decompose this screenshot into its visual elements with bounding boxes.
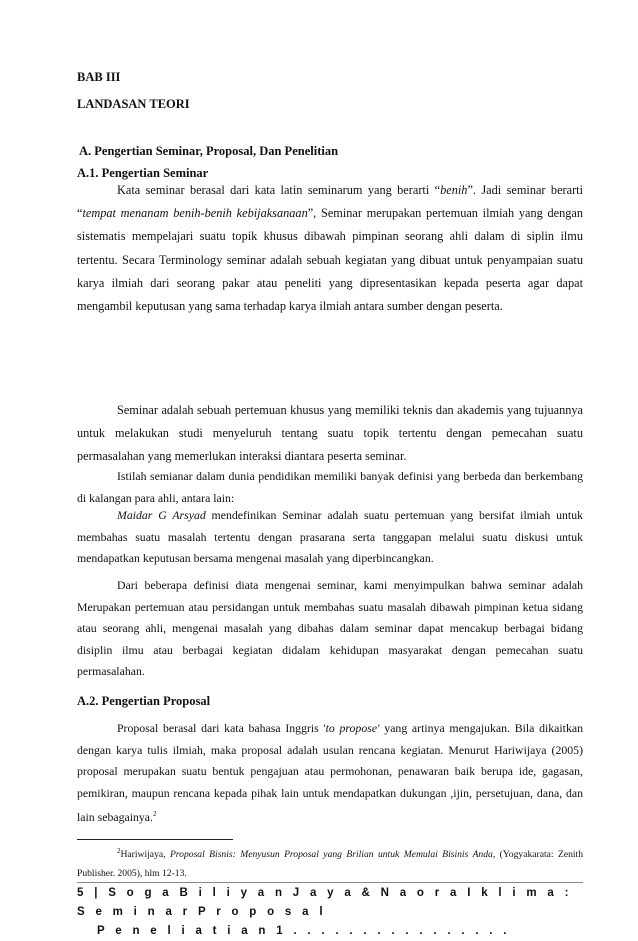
paragraph-seminar-terms: Istilah semianar dalam dunia pendidikan memiliki banyak definisi yang berbeda dan berkembang di kalangan para ahli, antara lain: <box>77 469 583 505</box>
paragraph-text: Kata seminar berasal dari kata latin seminarum yang berarti “ <box>117 183 441 197</box>
paragraph-text: ”. Jadi seminar berarti “ <box>77 183 584 221</box>
italic-term: tempat menanam benih-benih kebijaksanaan <box>82 206 308 221</box>
paragraph-seminar-definition <box>77 179 583 318</box>
paragraph-conclusion: Dari beberapa definisi diata mengenai seminar, kami menyimpulkan bahwa seminar adalah Merupakan pertemuan atau persidangan untuk membahas suatu masalah dibawah pimpinan ketua sidang atau seorang ahli, mengenai masalah yang dibahas dalam seminar dapat mencakup berbagai bidang disiplin ilmu atau berbagai kegiatan didalam kehidupan masyarakat dengan pemecahan suatu permasalahan. <box>77 578 583 678</box>
footnote-text: , (Yogyakarata: Zenith Publisher. 2005), hlm 12-13. <box>77 849 584 879</box>
footnote-text: Hariwijaya, <box>120 849 170 861</box>
paragraph-text: yang artinya mengajukan. Bila dikaitkan dengan karya tulis ilmiah, maka proposal adalah usulan rencana kegiatan. Menurut Hariwijaya (2005) proposal merupakan suatu bentuk pengajuan atau permohonan, penawaran baik berupa ide, gagasan, pemikiran, maupun rencana kepada pihak lain untuk mendapatkan dukungan ,ijin, persetujuan, dana, dan lain sebagainya. <box>77 721 583 824</box>
italic-term: benih <box>440 183 468 197</box>
footnote-divider <box>77 839 233 840</box>
paragraph-text: ”, Seminar merupakan pertemuan ilmiah yang dengan sistematis mempelajari suatu topik khusus dibawah pimpinan seorang ahli dalam di siplin ilmu tertentu. Secara Terminology seminar adalah sebuah kegiatan yang dibuat untuk penyampaian suatu karya ilmiah dari seorang pakar atau peneliti yang dipresentasikan kepada peserta agar dapat mengambil keputusan yang sama terhadap karya ilmiah antara sumber dengan peserta. <box>77 206 583 314</box>
footnote-book-title: Proposal Bisnis: Menyusun Proposal yang Brilian untuk Memulai Bisinis Anda <box>169 849 493 861</box>
footnote <box>77 842 583 883</box>
subsection-a2-heading: A.2. Pengertian Proposal <box>77 694 211 708</box>
paragraph-text: mendefinikan Seminar adalah suatu pertemuan yang bersifat ilmiah untuk membahas suatu masalah tertentu dengan prasarana serta tanggapan melalui suatu diskusi untuk mendapatkan keputusan bersama mengenai masalah yang diperbincangkan. <box>77 508 583 565</box>
chapter-title: LANDASAN TEORI <box>77 97 190 111</box>
paragraph-maidar-definition <box>77 505 583 570</box>
author-name: Maidar G Arsyad <box>117 508 206 522</box>
footnote-reference: 2 <box>153 810 157 818</box>
chapter-number: BAB III <box>77 70 121 84</box>
page-footer <box>77 884 583 941</box>
footnote-number: 2 <box>117 847 121 855</box>
paragraph-seminar-meeting: Seminar adalah sebuah pertemuan khusus yang memiliki teknis dan akademis yang tujuannya untuk melakukan studi menyeluruh tentang suatu topik tertentu dengan pemecahan suatu permasalahan yang memerlukan interaksi diantara peserta seminar. <box>77 403 583 464</box>
footer-line-1: 5 | S o g a B i l i y a n J a y a & N a o r a I k l i m a : S e m i n a r P r o p o s a l <box>77 887 573 918</box>
subsection-a1-heading: A.1. Pengertian Seminar <box>77 166 209 180</box>
footer-line-2: P e n e l i a t i a n 1 . . . . . . . . . . . . . . . . <box>97 925 511 937</box>
paragraph-text: Proposal berasal dari kata bahasa Inggris ' <box>117 721 326 735</box>
section-a-heading: A. Pengertian Seminar, Proposal, Dan Penelitian <box>79 144 339 158</box>
footer-divider <box>77 882 583 883</box>
italic-term: to propose' <box>325 721 380 735</box>
paragraph-proposal-definition <box>77 718 583 828</box>
